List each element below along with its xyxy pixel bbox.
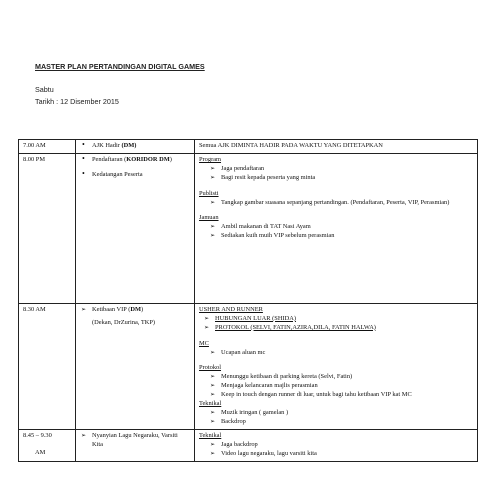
time-cell: 7.00 AM [19, 140, 76, 154]
time-range: 8.45 – 9.30 [23, 431, 52, 439]
time-cell: 8.00 PM [19, 153, 76, 303]
activity-cell [76, 153, 195, 303]
details-cell [195, 429, 478, 461]
list-item: • Pendaftaran (KORIDOR DM) [80, 156, 190, 165]
document-title: MASTER PLAN PERTANDINGAN DIGITAL GAMES [35, 62, 205, 71]
details-cell: Semua AJK DIMINTA HADIR PADA WAKTU YANG DITETAPKAN [195, 140, 478, 154]
section-heading: Jamuan [199, 214, 219, 222]
list-item: • Kedatangan Peserta [80, 171, 190, 180]
list-item: ➢ Ketibaan VIP (DM) [80, 306, 190, 315]
list-item: ➢ Bagi resit kepada peserta yang minta [209, 174, 473, 183]
list-item: ➢ Jaga backdrop [209, 441, 473, 450]
day-label: Sabtu [35, 85, 54, 94]
list-item: ➢ Ucapan aluan mc [209, 349, 473, 358]
table-row [19, 140, 478, 154]
list-item: • AJK Hadir (DM) [80, 142, 190, 151]
activity-cell [76, 140, 195, 154]
vip-list: (Dekan, DrZurina, TKP) [92, 318, 156, 326]
list-item: ➢ Muzik iringan ( gamelan ) [209, 409, 473, 418]
time-cell [19, 429, 76, 461]
time-cell: 8.30 AM [19, 303, 76, 429]
section-heading: Teknikal [199, 431, 222, 439]
list-item: ➢ Tangkap gambar suasana sepanjang pertandingan. (Pendaftaran, Peserta, VIP, Perasmian) [209, 199, 473, 208]
activity-cell [76, 429, 195, 461]
table-row [19, 429, 478, 461]
list-item: ➢ Menjaga kelancaran majlis perasmian [209, 382, 473, 391]
section-heading: Protokol [199, 364, 222, 372]
time-suffix: AM [35, 448, 46, 456]
list-item: ➢ Nyanyian Lagu Negaraku, Varsiti Kita [80, 432, 190, 450]
schedule-table [18, 139, 478, 462]
date-label: Tarikh : 12 Disember 2015 [35, 97, 119, 106]
list-item: ➢ Menunggu ketibaan di parking kereta (Selvi, Fatin) [209, 373, 473, 382]
list-item: ➢ Ambil makanan di TAT Nasi Ayam [209, 223, 473, 232]
details-cell [195, 303, 478, 429]
section-heading: Publisti [199, 189, 219, 197]
section-heading: MC [199, 339, 209, 347]
section-heading: Program [199, 155, 222, 163]
list-item: ➢ Video lagu negaraku, lagu varsiti kita [209, 450, 473, 459]
list-item: ➢ HUBUNGAN LUAR (SHIDA) [203, 315, 473, 324]
list-item: ➢ Jaga pendaftaran [209, 165, 473, 174]
details-cell [195, 153, 478, 303]
list-item: ➢ PROTOKOL (SELVI, FATIN,AZIRA,DILA, FATIN HALWA) [203, 324, 473, 333]
section-heading: USHER AND RUNNER [199, 305, 263, 313]
table-row [19, 153, 478, 303]
list-item: ➢ Backdrop [209, 418, 473, 427]
list-item: ➢ Sediakan kuih muih VIP sebelum perasmian [209, 232, 473, 241]
section-heading: Teknikal [199, 400, 222, 408]
activity-cell [76, 303, 195, 429]
list-item: ➢ Keep in touch dengan runner di luar, untuk bagi tahu ketibaan VIP kat MC [209, 391, 473, 400]
table-row [19, 303, 478, 429]
